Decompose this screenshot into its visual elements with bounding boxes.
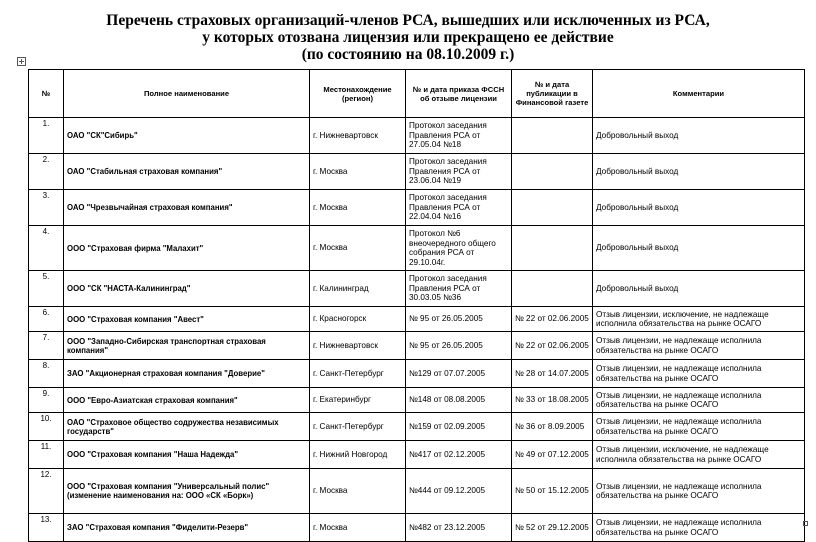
cell-num: 7. — [29, 332, 64, 360]
cell-location: г. Калининград — [310, 271, 406, 307]
cell-publication — [512, 271, 593, 307]
cell-num: 3. — [29, 190, 64, 226]
cell-name: ООО "Страховая компания "Универсальный полис" (изменение наименования на: ООО «СК «Борк») — [64, 469, 310, 514]
cell-num: 2. — [29, 154, 64, 190]
cell-location: г. Красногорск — [310, 307, 406, 332]
cell-order: №159 от 02.09.2005 — [406, 413, 512, 441]
cell-order: Протокол заседания Правления РСА от 23.06.04 №19 — [406, 154, 512, 190]
cell-publication — [512, 226, 593, 271]
cell-publication: № 22 от 02.06.2005 — [512, 332, 593, 360]
cell-location: г. Москва — [310, 226, 406, 271]
cell-location: г. Екатеринбург — [310, 388, 406, 413]
title-line-1: Перечень страховых организаций-членов РСА, вышедших или исключенных из РСА, — [106, 12, 710, 29]
cell-num: 9. — [29, 388, 64, 413]
table-row — [29, 154, 805, 190]
header-row — [29, 70, 805, 118]
cell-publication: № 49 от 07.12.2005 — [512, 441, 593, 469]
cell-publication: № 33 от 18.08.2005 — [512, 388, 593, 413]
cell-name: ООО "Евро-Азиатская страховая компания" — [64, 388, 310, 413]
cell-order: №482 от 23.12.2005 — [406, 514, 512, 542]
header-num: № — [29, 70, 64, 118]
cell-num: 4. — [29, 226, 64, 271]
cell-location: г. Нижний Новгород — [310, 441, 406, 469]
cell-comment: Отзыв лицензии, не надлежаще исполнила обязательства на рынке ОСАГО — [593, 388, 805, 413]
cell-num: 12. — [29, 469, 64, 514]
cell-order: №444 от 09.12.2005 — [406, 469, 512, 514]
cell-name: ОАО "Стабильная страховая компания" — [64, 154, 310, 190]
cell-order: Протокол заседания Правления РСА от 22.04.04 №16 — [406, 190, 512, 226]
cell-order: Протокол №6 внеочередного общего собрания РСА от 29.10.04г. — [406, 226, 512, 271]
table-row — [29, 388, 805, 413]
cell-publication — [512, 118, 593, 154]
cell-name: ОАО "СК"Сибирь" — [64, 118, 310, 154]
table-row — [29, 514, 805, 542]
table-row — [29, 271, 805, 307]
cell-name: ЗАО "Страховая компания "Фиделити-Резерв" — [64, 514, 310, 542]
table-move-handle-icon[interactable] — [17, 57, 26, 66]
header-name: Полное наименование — [64, 70, 310, 118]
header-comment: Комментарии — [593, 70, 805, 118]
table-row — [29, 190, 805, 226]
table-row — [29, 307, 805, 332]
table-row — [29, 413, 805, 441]
cell-comment: Добровольный выход — [593, 226, 805, 271]
title-line-2: у которых отозвана лицензия или прекращено ее действие — [202, 29, 614, 46]
table-row — [29, 441, 805, 469]
cell-num: 8. — [29, 360, 64, 388]
cell-publication: № 36 от 8.09.2005 — [512, 413, 593, 441]
cell-publication: № 22 от 02.06.2005 — [512, 307, 593, 332]
cell-comment: Отзыв лицензии, исключение, не надлежаще исполнила обязательства на рынке ОСАГО — [593, 441, 805, 469]
cell-publication — [512, 190, 593, 226]
cell-name: ООО "Страховая компания "Авест" — [64, 307, 310, 332]
cell-name: ООО "Страховая компания "Наша Надежда" — [64, 441, 310, 469]
cell-order: № 95 от 26.05.2005 — [406, 307, 512, 332]
cell-order: Протокол заседания Правления РСА от 30.03.05 №36 — [406, 271, 512, 307]
header-location: Местонахождение (регион) — [310, 70, 406, 118]
table-row — [29, 226, 805, 271]
cell-name: ООО "СК "НАСТА-Калининград" — [64, 271, 310, 307]
cell-num: 13. — [29, 514, 64, 542]
cell-order: №148 от 08.08.2005 — [406, 388, 512, 413]
cell-name: ООО "Западно-Сибирская транспортная страховая компания" — [64, 332, 310, 360]
cell-name: ЗАО "Акционерная страховая компания "Доверие" — [64, 360, 310, 388]
cell-location: г. Москва — [310, 514, 406, 542]
cell-comment: Отзыв лицензии, не надлежаще исполнила обязательства на рынке ОСАГО — [593, 332, 805, 360]
cell-order: Протокол заседания Правления РСА от 27.05.04 №18 — [406, 118, 512, 154]
cell-location: г. Санкт-Петербург — [310, 413, 406, 441]
cell-order: № 95 от 26.05.2005 — [406, 332, 512, 360]
cell-comment: Добровольный выход — [593, 118, 805, 154]
cell-num: 1. — [29, 118, 64, 154]
cell-comment: Отзыв лицензии, не надлежаще исполнила обязательства на рынке ОСАГО — [593, 360, 805, 388]
cell-publication: № 50 от 15.12.2005 — [512, 469, 593, 514]
cell-comment: Отзыв лицензии, не надлежаще исполнила обязательства на рынке ОСАГО — [593, 514, 805, 542]
cell-num: 6. — [29, 307, 64, 332]
table-row — [29, 469, 805, 514]
cell-order: №129 от 07.07.2005 — [406, 360, 512, 388]
cell-name: ООО "Страховая фирма "Малахит" — [64, 226, 310, 271]
cell-num: 11. — [29, 441, 64, 469]
table-row — [29, 332, 805, 360]
cell-location: г. Москва — [310, 469, 406, 514]
cell-num: 10. — [29, 413, 64, 441]
cell-publication: № 28 от 14.07.2005 — [512, 360, 593, 388]
cell-comment: Добровольный выход — [593, 154, 805, 190]
cell-location: г. Москва — [310, 154, 406, 190]
table-resize-handle-icon[interactable] — [803, 521, 808, 526]
cell-comment: Добровольный выход — [593, 190, 805, 226]
cell-order: №417 от 02.12.2005 — [406, 441, 512, 469]
cell-comment: Отзыв лицензии, не надлежаще исполнила обязательства на рынке ОСАГО — [593, 469, 805, 514]
cell-publication — [512, 154, 593, 190]
cell-comment: Добровольный выход — [593, 271, 805, 307]
cell-name: ОАО "Страховое общество содружества независимых государств" — [64, 413, 310, 441]
title-line-3: (по состоянию на 08.10.2009 г.) — [301, 46, 515, 63]
cell-num: 5. — [29, 271, 64, 307]
cell-comment: Отзыв лицензии, не надлежаще исполнила обязательства на рынке ОСАГО — [593, 413, 805, 441]
cell-comment: Отзыв лицензии, исключение, не надлежаще исполнила обязательства на рынке ОСАГО — [593, 307, 805, 332]
table-row — [29, 360, 805, 388]
cell-location: г. Нижневартовск — [310, 118, 406, 154]
header-order: № и дата приказа ФССН об отзыве лицензии — [406, 70, 512, 118]
cell-name: ОАО "Чрезвычайная страховая компания" — [64, 190, 310, 226]
cell-location: г. Санкт-Петербург — [310, 360, 406, 388]
cell-publication: № 52 от 29.12.2005 — [512, 514, 593, 542]
cell-location: г. Нижневартовск — [310, 332, 406, 360]
header-publication: № и дата публикации в Финансовой газете — [512, 70, 593, 118]
table-row — [29, 118, 805, 154]
insurers-table — [28, 69, 805, 542]
cell-location: г. Москва — [310, 190, 406, 226]
document-title — [0, 12, 816, 63]
